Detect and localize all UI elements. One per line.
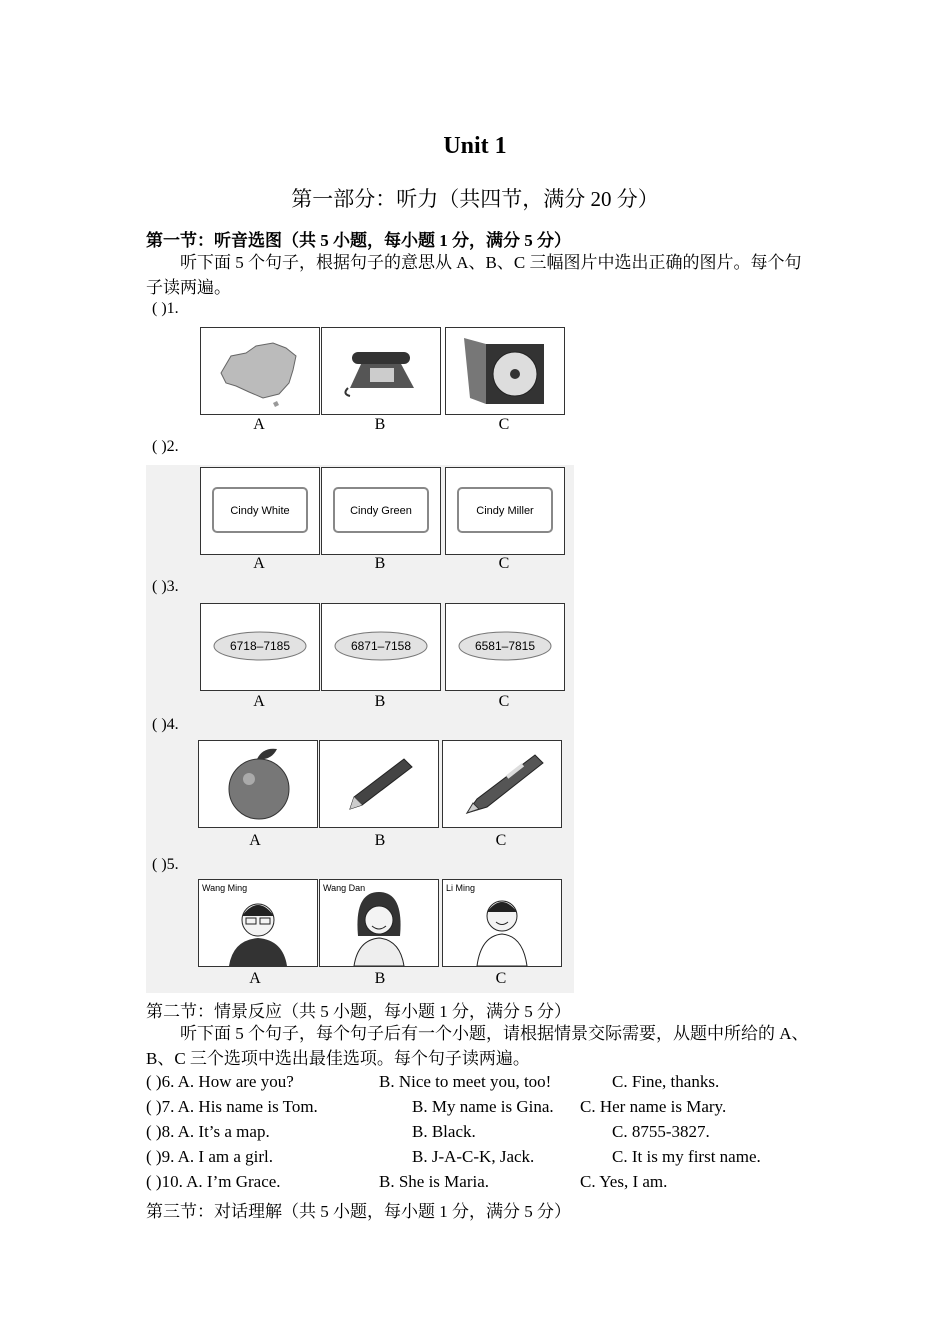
section3-heading: 第三节：对话理解（共 5 小题，每小题 1 分，满分 5 分） <box>146 1202 571 1221</box>
q9-option-a[interactable]: ( )9. A. I am a girl. <box>146 1147 273 1166</box>
q5-name-c: Li Ming <box>446 883 476 893</box>
q3-number-b: 6871–7158 <box>350 639 412 653</box>
section1-heading: 第一节：听音选图（共 5 小题，每小题 1 分，满分 5 分） <box>146 231 571 250</box>
page-title: Unit 1 <box>443 133 507 159</box>
question-4-label: ( )4. <box>152 716 179 733</box>
q5-option-b-person-picture[interactable] <box>319 879 439 967</box>
q3-label-c: C <box>498 693 510 710</box>
q4-option-a-orange-picture[interactable] <box>198 740 318 828</box>
q2-option-b-name-card[interactable] <box>321 467 441 555</box>
q1-label-c: C <box>498 416 510 433</box>
q3-number-c: 6581–7815 <box>474 639 536 653</box>
q2-option-a-name-card[interactable] <box>200 467 320 555</box>
q6-option-a[interactable]: ( )6. A. How are you? <box>146 1072 294 1091</box>
q7-option-a[interactable]: ( )7. A. His name is Tom. <box>146 1097 318 1116</box>
q1-option-c-cd-picture[interactable] <box>445 327 565 415</box>
question-2-label: ( )2. <box>152 438 179 455</box>
q2-label-c: C <box>498 555 510 572</box>
q8-option-b[interactable]: B. Black. <box>412 1122 476 1141</box>
q9-option-b[interactable]: B. J-A-C-K, Jack. <box>412 1147 535 1166</box>
q4-label-a: A <box>249 832 261 849</box>
q4-option-b-pencil-picture[interactable] <box>319 740 439 828</box>
q2-option-c-name-card[interactable] <box>445 467 565 555</box>
q1-option-b-telephone-picture[interactable] <box>321 327 441 415</box>
q3-label-b: B <box>374 693 386 710</box>
q10-option-b[interactable]: B. She is Maria. <box>379 1172 490 1191</box>
q5-label-b: B <box>374 970 386 987</box>
q6-option-c[interactable]: C. Fine, thanks. <box>612 1072 720 1091</box>
q3-option-c-phone-number[interactable] <box>445 603 565 691</box>
question-3-label: ( )3. <box>152 578 179 595</box>
question-1-label: ( )1. <box>152 300 179 317</box>
q3-option-a-phone-number[interactable] <box>200 603 320 691</box>
q9-option-c[interactable]: C. It is my first name. <box>612 1147 761 1166</box>
q3-number-a: 6718–7185 <box>229 639 291 653</box>
q10-option-c[interactable]: C. Yes, I am. <box>580 1172 668 1191</box>
q3-label-a: A <box>253 693 265 710</box>
question-5-label: ( )5. <box>152 856 179 873</box>
section2-heading: 第二节：情景反应（共 5 小题，每小题 1 分，满分 5 分） <box>146 1002 571 1021</box>
q4-option-c-pen-picture[interactable] <box>442 740 562 828</box>
q1-label-b: B <box>374 416 386 433</box>
q7-option-c[interactable]: C. Her name is Mary. <box>580 1097 727 1116</box>
q1-option-a-map-picture[interactable] <box>200 327 320 415</box>
q2-label-b: B <box>374 555 386 572</box>
part-title: 第一部分：听力（共四节，满分 20 分） <box>291 187 659 211</box>
q5-name-b: Wang Dan <box>323 883 366 893</box>
q1-label-a: A <box>253 416 265 433</box>
q5-label-a: A <box>249 970 261 987</box>
q5-option-a-person-picture[interactable] <box>198 879 318 967</box>
q4-label-c: C <box>495 832 507 849</box>
q4-label-b: B <box>374 832 386 849</box>
q8-option-c[interactable]: C. 8755-3827. <box>612 1122 710 1141</box>
q10-option-a[interactable]: ( )10. A. I’m Grace. <box>146 1172 281 1191</box>
q2-card-c-text: Cindy Miller <box>476 505 534 517</box>
q2-label-a: A <box>253 555 265 572</box>
q6-option-b[interactable]: B. Nice to meet you, too! <box>379 1072 552 1091</box>
q5-name-a: Wang Ming <box>202 883 248 893</box>
q8-option-a[interactable]: ( )8. A. It’s a map. <box>146 1122 270 1141</box>
q5-label-c: C <box>495 970 507 987</box>
section1-instruction: 听下面 5 个句子，根据句子的意思从 A、B、C 三幅图片中选出正确的图片。每个句子读两遍。 <box>146 253 802 297</box>
q5-option-c-person-picture[interactable] <box>442 879 562 967</box>
q2-card-a-text: Cindy White <box>230 505 290 517</box>
q2-card-b-text: Cindy Green <box>350 505 412 517</box>
q3-option-b-phone-number[interactable] <box>321 603 441 691</box>
section2-instruction: 听下面 5 个句子，每个句子后有一个小题，请根据情景交际需要，从题中所给的 A、B、C 三个选项中选出最佳选项。每个句子读两遍。 <box>146 1024 809 1068</box>
q7-option-b[interactable]: B. My name is Gina. <box>412 1097 554 1116</box>
